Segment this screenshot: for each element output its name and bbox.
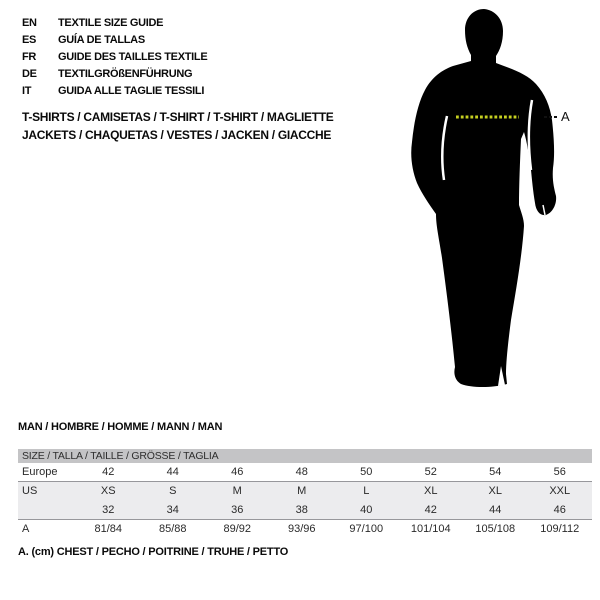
- size-cell: XL: [424, 485, 438, 497]
- size-cell: 46: [553, 504, 566, 516]
- table-row-us: [18, 482, 592, 501]
- size-cell: 36: [231, 504, 244, 516]
- language-code: DE: [22, 67, 37, 80]
- size-cell: 89/92: [223, 523, 252, 535]
- size-cell: 56: [553, 466, 566, 478]
- size-cell: 97/100: [349, 523, 384, 535]
- size-cell: 50: [360, 466, 373, 478]
- size-cell: 32: [102, 504, 115, 516]
- size-cell: 101/104: [410, 523, 451, 535]
- size-cell: 38: [295, 504, 308, 516]
- language-title: TEXTILGRÖßENFÜHRUNG: [58, 67, 193, 80]
- table-row-europe: [18, 463, 592, 482]
- size-cell: 46: [231, 466, 244, 478]
- size-cell: 52: [424, 466, 437, 478]
- language-code: ES: [22, 33, 37, 46]
- row-label: [18, 501, 76, 519]
- size-cell: 85/88: [158, 523, 187, 535]
- size-cell: 42: [102, 466, 115, 478]
- size-cell: L: [363, 485, 370, 497]
- measure-label-a: A: [561, 109, 570, 124]
- size-cell: S: [169, 485, 177, 497]
- size-cell: 54: [489, 466, 502, 478]
- row-label: A: [22, 523, 30, 535]
- size-cell: 34: [166, 504, 179, 516]
- table-row-chest: [18, 520, 592, 539]
- language-code: IT: [22, 84, 32, 97]
- product-line-jackets: JACKETS / CHAQUETAS / VESTES / JACKEN / GIACCHE: [22, 128, 332, 142]
- language-code: FR: [22, 50, 37, 63]
- language-title: GUIDA ALLE TAGLIE TESSILI: [58, 84, 205, 97]
- footnote-measure-a: A. (cm) CHEST / PECHO / POITRINE / TRUHE / PETTO: [18, 546, 289, 558]
- row-label: US: [22, 485, 38, 497]
- size-cell: 48: [295, 466, 308, 478]
- size-table-header: SIZE / TALLA / TAILLE / GRÖSSE / TAGLIA: [18, 449, 592, 463]
- section-title-man: MAN / HOMBRE / HOMME / MANN / MAN: [18, 421, 223, 433]
- language-title: TEXTILE SIZE GUIDE: [58, 16, 164, 29]
- row-label: Europe: [22, 466, 58, 478]
- size-cell: XS: [100, 485, 116, 497]
- size-cell: M: [297, 485, 307, 497]
- size-table: [18, 449, 592, 539]
- size-cell: 109/112: [540, 523, 580, 535]
- size-cell: 105/108: [475, 523, 516, 535]
- language-title: GUIDE DES TAILLES TEXTILE: [58, 50, 208, 63]
- product-line-tshirts: T-SHIRTS / CAMISETAS / T-SHIRT / T-SHIRT / MAGLIETTE: [22, 110, 334, 124]
- table-row-us-numeric: [18, 501, 592, 520]
- size-cell: XXL: [549, 485, 571, 497]
- size-cell: M: [232, 485, 242, 497]
- man-silhouette: [411, 9, 556, 387]
- size-cell: 44: [166, 466, 179, 478]
- language-code: EN: [22, 16, 37, 29]
- size-cell: 93/96: [287, 523, 316, 535]
- size-cell: 40: [360, 504, 373, 516]
- size-cell: 81/84: [94, 523, 123, 535]
- size-cell: 42: [424, 504, 437, 516]
- size-cell: XL: [488, 485, 502, 497]
- language-title: GUÍA DE TALLAS: [58, 33, 145, 46]
- size-cell: 44: [489, 504, 502, 516]
